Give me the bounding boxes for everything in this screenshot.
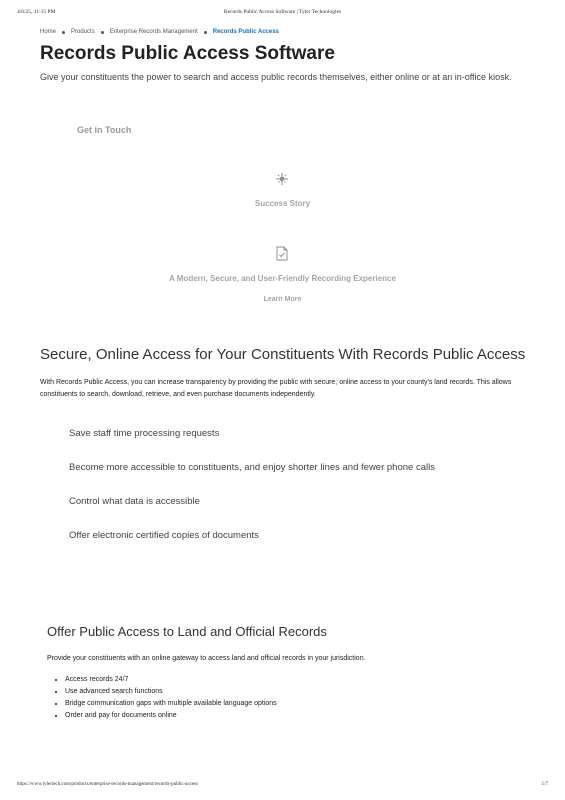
breadcrumb-current: Records Public Access	[212, 29, 279, 35]
section-body: With Records Public Access, you can increase transparency by providing the public with secure, online access to your county's land records. This allows constituents to search, download, retrieve, and even purchase documents independently.	[40, 379, 512, 398]
benefit-item: Save staff time processing requests	[69, 428, 220, 439]
breadcrumb-home[interactable]: Home	[40, 29, 57, 35]
list-item: • Order and pay for documents online	[65, 710, 277, 722]
list-item: • Access records 24/7	[65, 674, 277, 686]
breadcrumb-separator	[62, 31, 65, 34]
benefit-item: Become more accessible to constituents, and enjoy shorter lines and fewer phone calls	[69, 462, 435, 473]
print-page-number: 1/7	[541, 782, 548, 787]
section-body: Provide your constituents with an online gateway to access land and official records in your jurisdiction.	[47, 655, 366, 662]
print-url: https://www.tylertech.com/products/enterprise-records-management/records-public-access	[17, 782, 198, 787]
list-item: • Bridge communication gaps with multiple available language options	[65, 698, 277, 710]
section-heading-public-access: Offer Public Access to Land and Official Records	[47, 624, 327, 639]
section-heading-secure-access: Secure, Online Access for Your Constituents With Records Public Access	[40, 346, 526, 363]
get-in-touch-button[interactable]: Get in Touch	[77, 125, 132, 135]
page-subtitle: Give your constituents the power to search and access public records themselves, either online or at an in-office kiosk.	[40, 72, 512, 82]
benefit-item: Offer electronic certified copies of documents	[69, 530, 259, 541]
list-item: • Use advanced search functions	[65, 686, 277, 698]
breadcrumb-products[interactable]: Products	[71, 29, 95, 35]
print-datetime: 4/6/25, 11:15 PM	[17, 9, 56, 15]
breadcrumb-enterprise-records[interactable]: Enterprise Records Management	[109, 29, 198, 35]
success-story-link[interactable]: Success Story	[254, 199, 311, 208]
sparkle-icon	[274, 171, 290, 192]
benefit-item: Control what data is accessible	[69, 496, 200, 507]
document-icon	[276, 246, 288, 266]
breadcrumb-separator	[101, 31, 104, 34]
breadcrumb-separator	[204, 31, 207, 34]
feature-caption: A Modern, Secure, and User-Friendly Recording Experience	[169, 274, 396, 283]
learn-more-link[interactable]: Learn More	[263, 296, 302, 303]
print-page-title: Records Public Access Software | Tyler Technologies	[223, 9, 342, 15]
breadcrumb	[40, 29, 279, 35]
page-title: Records Public Access Software	[40, 43, 335, 64]
feature-list	[54, 674, 277, 722]
